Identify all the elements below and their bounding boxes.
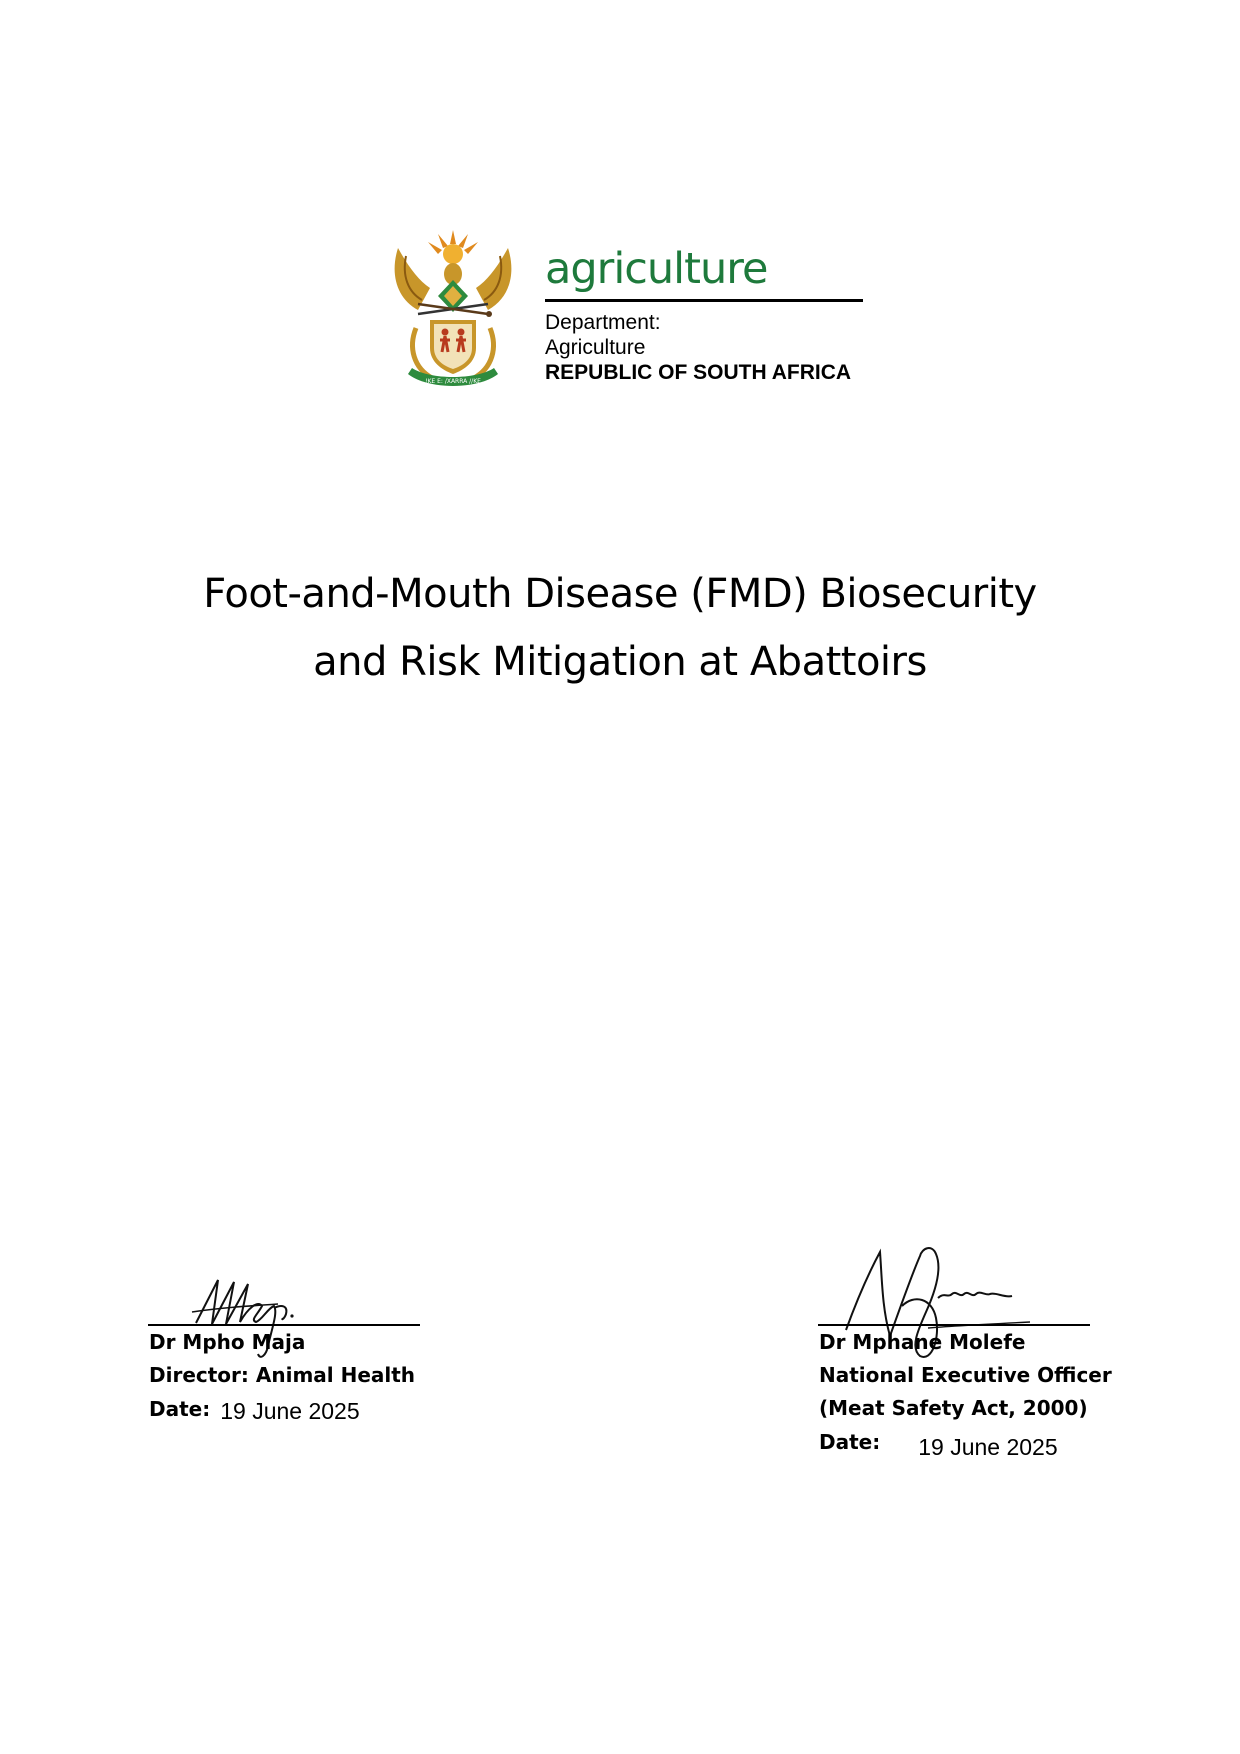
document-title: [80, 560, 1160, 696]
signatory-position: Director: Animal Health: [149, 1363, 416, 1387]
country-name: REPUBLIC OF SOUTH AFRICA: [545, 361, 852, 384]
signature-date-row: [819, 1425, 1112, 1459]
department-header: [380, 218, 900, 398]
svg-text:!KE E: /XARRA //KE: !KE E: /XARRA //KE: [425, 378, 481, 385]
date-label: Date:: [149, 1397, 211, 1421]
document-title-line-1: Foot-and-Mouth Disease (FMD) Biosecurity: [203, 571, 1037, 617]
signatory-name: Dr Mphane Molefe: [819, 1330, 1026, 1354]
brand-block: [545, 244, 885, 385]
brand-divider: [545, 299, 863, 302]
signatory-details: [149, 1326, 415, 1426]
document-title-line-2: and Risk Mitigation at Abattoirs: [313, 639, 927, 685]
department-name: Agriculture: [545, 336, 646, 359]
signatory-position: National Executive Officer: [819, 1363, 1112, 1387]
signature-date: 19 June 2025: [220, 1398, 360, 1424]
signatory-details: [819, 1326, 1112, 1459]
brand-wordmark: agriculture: [545, 244, 768, 294]
date-label: Date:: [819, 1430, 881, 1454]
signatory-name: Dr Mpho Maja: [149, 1330, 306, 1354]
signature-date: 19 June 2025: [918, 1434, 1058, 1460]
department-label: Department:: [545, 311, 661, 334]
coat-of-arms-icon: [388, 228, 518, 393]
signature-date-row: [149, 1392, 415, 1426]
signatory-position-act: (Meat Safety Act, 2000): [819, 1396, 1088, 1420]
